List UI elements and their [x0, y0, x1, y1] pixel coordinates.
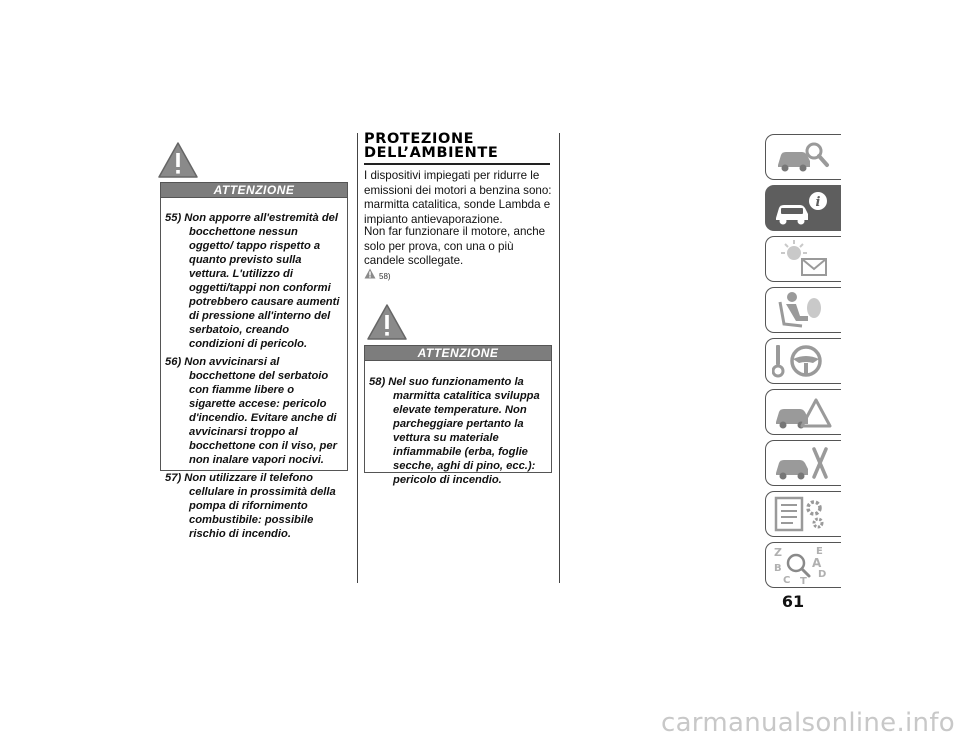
- warning-light-message-icon: [772, 239, 832, 279]
- warning-reference: 58): [379, 272, 391, 281]
- sidebar-tab-maintenance[interactable]: [765, 440, 841, 486]
- sidebar-tab-emergency[interactable]: [765, 389, 841, 435]
- column-divider-right: [559, 133, 560, 583]
- warning-reference-icon: [364, 268, 376, 279]
- sidebar-tab-index[interactable]: [765, 542, 841, 588]
- svg-text:i: i: [815, 195, 821, 210]
- svg-text:A: A: [812, 556, 822, 570]
- column-divider-left: [357, 133, 358, 583]
- sidebar-tab-car-info[interactable]: [765, 185, 841, 231]
- section-paragraph-1: I dispositivi impiegati per ridurre le emissioni dei motori a benzina sono: marmitta catalitica, sonde Lambda e impianto antievaporazione.: [364, 169, 552, 226]
- sidebar-tab-safety[interactable]: [765, 287, 841, 333]
- warning-title-bar: ATTENZIONE: [160, 182, 348, 198]
- warning-item: 57) Non utilizzare il telefono cellulare in prossimità della pompa di rifornimento combustibile: possibile rischio di incendio.: [165, 472, 336, 540]
- warning-triangle-icon: [157, 141, 199, 179]
- sidebar-tab-car-search[interactable]: [765, 134, 841, 180]
- car-hazard-icon: [772, 392, 832, 432]
- svg-text:E: E: [816, 546, 823, 557]
- watermark: carmanualsonline.info: [660, 708, 955, 738]
- svg-text:B: B: [774, 563, 782, 574]
- sidebar-tab-warning-lights[interactable]: [765, 236, 841, 282]
- section-heading-line-2: DELL’AMBIENTE: [364, 145, 499, 161]
- sidebar-tab-technical-data[interactable]: [765, 491, 841, 537]
- page-number: 61: [781, 592, 805, 611]
- warning-box: [364, 361, 552, 486]
- technical-data-icon: [772, 494, 832, 534]
- steering-wheel-key-icon: [772, 341, 832, 381]
- seat-airbag-icon: [772, 290, 832, 330]
- warning-item: 55) Non apporre all'estremità del bocchettone nessun oggetto/ tappo rispetto a quanto previsto sulla vettura. L'utilizzo di oggetti/tappi non conformi potrebbero causare aumenti di pressione all'interno del serbatoio, creando condizioni di pericolo.: [165, 212, 340, 350]
- svg-text:C: C: [783, 575, 791, 585]
- sidebar-tab-starting-driving[interactable]: [765, 338, 841, 384]
- warning-box: [160, 198, 348, 540]
- svg-text:T: T: [800, 576, 807, 585]
- section-heading: [364, 132, 550, 165]
- alphabetical-index-icon: [772, 545, 832, 585]
- warning-item: 56) Non avvicinarsi al bocchettone del serbatoio con fiamme libere o sigarette accese: pericolo d'incendio. Evitare anche di avvicinarsi troppo al bocchettone con il viso, per non inalare vapori nocivi.: [165, 356, 337, 466]
- car-tools-icon: [772, 443, 832, 483]
- warning-title-bar: ATTENZIONE: [364, 345, 552, 361]
- section-heading-line-1: PROTEZIONE: [364, 131, 475, 147]
- car-search-icon: [772, 137, 832, 177]
- svg-text:Z: Z: [774, 546, 782, 559]
- svg-text:D: D: [818, 569, 827, 580]
- car-info-icon: [772, 188, 832, 228]
- section-paragraph-2: Non far funzionare il motore, anche solo per prova, con una o più candele scollegate.: [364, 225, 546, 267]
- warning-triangle-icon: [366, 303, 408, 341]
- warning-item: 58) Nel suo funzionamento la marmitta catalitica sviluppa elevate temperature. Non parcheggiare pertanto la vettura su materiale infiammabile (erba, foglie secche, aghi di pino, ecc.): pericolo di incendio.: [369, 376, 540, 486]
